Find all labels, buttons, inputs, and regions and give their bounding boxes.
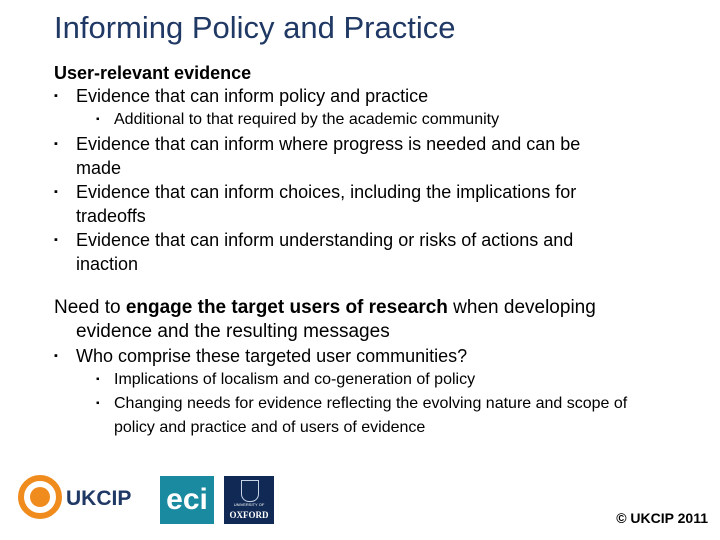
sub-bullet-text: Additional to that required by the academic community <box>114 111 500 128</box>
sub-bullet-text-line: policy and practice and of users of evidence <box>114 419 426 436</box>
bullet-icon: ▪ <box>96 374 100 385</box>
oxford-logo-text: OXFORD <box>229 510 269 520</box>
bullet-text-line: Evidence that can inform understanding or risks of actions and <box>76 230 574 250</box>
bullet-text-line: Evidence that can inform choices, including the implications for <box>76 182 577 202</box>
eci-logo-text: eci <box>166 483 208 516</box>
sub-bullet-item <box>54 368 704 392</box>
sub-bullet-text: Implications of localism and co-generation of policy <box>114 371 476 388</box>
bullet-icon: ▪ <box>54 138 58 150</box>
sub-bullet-text-line: Changing needs for evidence reflecting the evolving nature and scope of <box>114 395 628 412</box>
paragraph-text: Need to <box>54 297 126 318</box>
ukcip-logo-text: UKCIP <box>66 487 132 510</box>
oxford-crest-icon <box>241 480 259 502</box>
paragraph <box>54 296 704 344</box>
oxford-logo <box>224 476 274 524</box>
paragraph-line <box>54 296 704 320</box>
eci-logo <box>160 476 214 524</box>
slide-content <box>54 62 704 440</box>
oxford-logo-university: UNIVERSITY OF <box>233 502 265 507</box>
ukcip-core-icon <box>30 487 50 507</box>
slide-title: Informing Policy and Practice <box>54 10 456 45</box>
bullet-text-line: Evidence that can inform where progress is needed and can be <box>76 134 581 154</box>
bullet-icon: ▪ <box>54 186 58 198</box>
bullet-item <box>54 344 704 368</box>
ukcip-logo <box>14 470 142 524</box>
bullet-text-line: tradeoffs <box>76 206 146 226</box>
copyright-notice: © UKCIP 2011 <box>616 510 708 526</box>
sub-bullet-item <box>54 392 704 440</box>
bullet-icon: ▪ <box>54 234 58 246</box>
bullet-text-line: inaction <box>76 254 139 274</box>
bullet-item <box>54 84 704 108</box>
paragraph-emphasis: engage the target users of research <box>125 297 448 318</box>
bullet-item <box>54 180 704 228</box>
bullet-icon: ▪ <box>96 114 100 125</box>
bullet-icon: ▪ <box>54 350 58 362</box>
section-heading: User-relevant evidence <box>54 63 252 83</box>
bullet-item <box>54 228 704 276</box>
bullet-icon: ▪ <box>96 398 100 409</box>
bullet-item <box>54 132 704 180</box>
sub-bullet-item <box>54 108 704 132</box>
bullet-icon: ▪ <box>54 90 58 102</box>
bullet-text: Evidence that can inform policy and practice <box>76 86 429 106</box>
bullet-text-line: made <box>76 158 122 178</box>
paragraph-line: evidence and the resulting messages <box>76 321 390 342</box>
paragraph-text: when developing <box>447 297 596 318</box>
bullet-text: Who comprise these targeted user communities? <box>76 346 468 366</box>
